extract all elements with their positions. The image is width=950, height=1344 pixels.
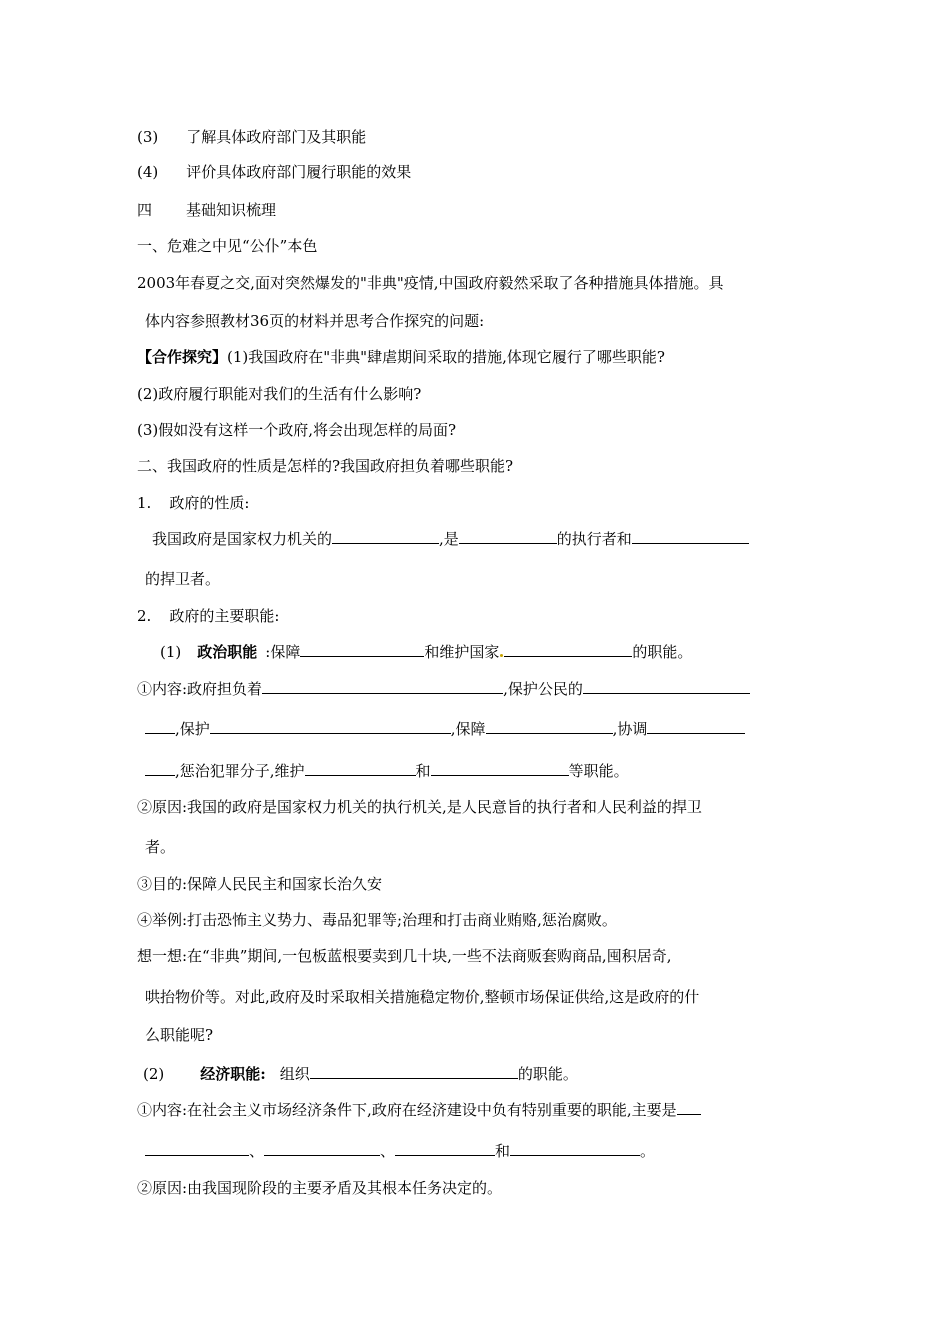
- blank-8[interactable]: [145, 719, 175, 734]
- blank-5[interactable]: [504, 642, 632, 657]
- item-text: 了解具体政府部门及其职能: [186, 128, 367, 146]
- sub-number: (1): [160, 643, 182, 661]
- fill-text: 和: [415, 762, 431, 780]
- blank-6[interactable]: [262, 679, 503, 694]
- item-3: [137, 127, 366, 147]
- point-1-heading: [137, 493, 249, 513]
- fill-text: 的职能。: [517, 1065, 578, 1083]
- cooperative-inquiry-q1: [137, 347, 665, 367]
- blank-14[interactable]: [431, 761, 569, 776]
- fill-text: ①内容:在社会主义市场经济条件下,政府在经济建设中负有特别重要的职能,主要是: [137, 1101, 677, 1119]
- cooperative-inquiry-q2: (2)政府履行职能对我们的生活有什么影响?: [137, 385, 422, 403]
- political-content-line-3: [145, 761, 629, 781]
- blank-13[interactable]: [305, 761, 416, 776]
- section-four-heading: [137, 200, 276, 220]
- fill-text: ,保护公民的: [503, 680, 583, 698]
- fill-text: ,保护: [175, 720, 210, 738]
- point-number: 2.: [137, 607, 152, 625]
- fill-text: ,是: [439, 530, 459, 548]
- blank-7[interactable]: [583, 679, 750, 694]
- section-title: 基础知识梳理: [186, 201, 277, 219]
- blank-18[interactable]: [264, 1141, 380, 1156]
- fill-text: 的执行者和: [556, 530, 632, 548]
- item-number: (3): [137, 128, 159, 146]
- blank-10[interactable]: [486, 719, 613, 734]
- economic-content-line-2: [145, 1141, 655, 1161]
- item-text: 评价具体政府部门履行职能的效果: [186, 163, 412, 181]
- subsection-one-heading: 一、危难之中见“公仆”本色: [137, 237, 318, 255]
- blank-2[interactable]: [459, 529, 557, 544]
- government-nature-fill-in: [152, 529, 749, 549]
- fill-text: 。: [640, 1142, 656, 1160]
- fill-text: 的职能。: [632, 643, 693, 661]
- fill-text: 等职能。: [568, 762, 629, 780]
- fill-text: ,保障: [450, 720, 486, 738]
- fill-text: 我国政府是国家权力机关的: [152, 530, 333, 548]
- paragraph-intro-1: 2003年春夏之交,面对突然爆发的"非典"疫情,中国政府毅然采取了各种措施具体措施。具: [137, 274, 724, 292]
- item-4: [137, 162, 411, 182]
- point-number: 1.: [137, 494, 152, 512]
- blank-15[interactable]: [310, 1064, 518, 1079]
- fill-text: ①内容:政府担负着: [137, 680, 263, 698]
- blank-19[interactable]: [395, 1141, 495, 1156]
- blank-20[interactable]: [510, 1141, 640, 1156]
- blank-9[interactable]: [210, 719, 451, 734]
- think-about-line-1: 想一想:在“非典”期间,一包板蓝根要卖到几十块,一些不法商贩套购商品,囤积居奇,: [137, 947, 672, 965]
- blank-12[interactable]: [145, 761, 175, 776]
- section-number: 四: [137, 201, 153, 219]
- economic-reason: ②原因:由我国现阶段的主要矛盾及其根本任务决定的。: [137, 1179, 503, 1197]
- point-title: 政府的主要职能:: [169, 607, 280, 625]
- political-reason-line-1: ②原因:我国的政府是国家权力机关的执行机关,是人民意旨的执行者和人民利益的捍卫: [137, 798, 702, 816]
- blank-3[interactable]: [632, 529, 749, 544]
- subsection-two-heading: 二、我国政府的性质是怎样的?我国政府担负着哪些职能?: [137, 457, 514, 475]
- fill-text: :保障: [265, 643, 301, 661]
- government-nature-fill-in-end: 的捍卫者。: [145, 570, 221, 588]
- function-name: 经济职能:: [200, 1065, 266, 1083]
- sub-number: (2): [143, 1065, 165, 1083]
- political-content-line-1: [137, 679, 750, 699]
- political-content-line-2: [145, 719, 745, 739]
- think-about-line-3: 么职能呢?: [145, 1026, 214, 1044]
- political-purpose: ③目的:保障人民民主和国家长治久安: [137, 875, 383, 893]
- item-number: (4): [137, 163, 159, 181]
- political-function-line: [160, 642, 692, 662]
- fill-text: ,协调: [612, 720, 648, 738]
- political-example: ④举例:打击恐怖主义势力、毒品犯罪等;治理和打击商业贿赂,惩治腐败。: [137, 911, 617, 929]
- inquiry-question: (1)我国政府在"非典"肆虐期间采取的措施,体现它履行了哪些职能?: [227, 348, 665, 366]
- fill-text: 、: [380, 1142, 396, 1160]
- think-about-line-2: 哄抬物价等。对此,政府及时采取相关措施稳定物价,整顿市场保证供给,这是政府的什: [145, 988, 700, 1006]
- political-reason-line-2: 者。: [145, 838, 176, 856]
- economic-function-line: [143, 1064, 578, 1084]
- blank-11[interactable]: [647, 719, 745, 734]
- function-name: 政治职能: [197, 643, 258, 661]
- blank-17[interactable]: [145, 1141, 249, 1156]
- blank-1[interactable]: [332, 529, 439, 544]
- fill-text: 、: [249, 1142, 265, 1160]
- fill-text: 组织: [279, 1065, 310, 1083]
- economic-content-line-1: [137, 1100, 701, 1120]
- cooperative-inquiry-q3: (3)假如没有这样一个政府,将会出现怎样的局面?: [137, 421, 457, 439]
- point-title: 政府的性质:: [169, 494, 250, 512]
- fill-text: ,惩治犯罪分子,维护: [175, 762, 305, 780]
- stray-dot-icon: [500, 654, 503, 657]
- inquiry-tag: 【合作探究】: [137, 348, 228, 366]
- paragraph-intro-2: 体内容参照教材36页的材料并思考合作探究的问题:: [145, 312, 485, 330]
- point-2-heading: [137, 606, 279, 626]
- fill-text: 和: [495, 1142, 511, 1160]
- blank-4[interactable]: [300, 642, 424, 657]
- fill-text: 和维护国家: [424, 643, 500, 661]
- blank-16[interactable]: [677, 1100, 701, 1115]
